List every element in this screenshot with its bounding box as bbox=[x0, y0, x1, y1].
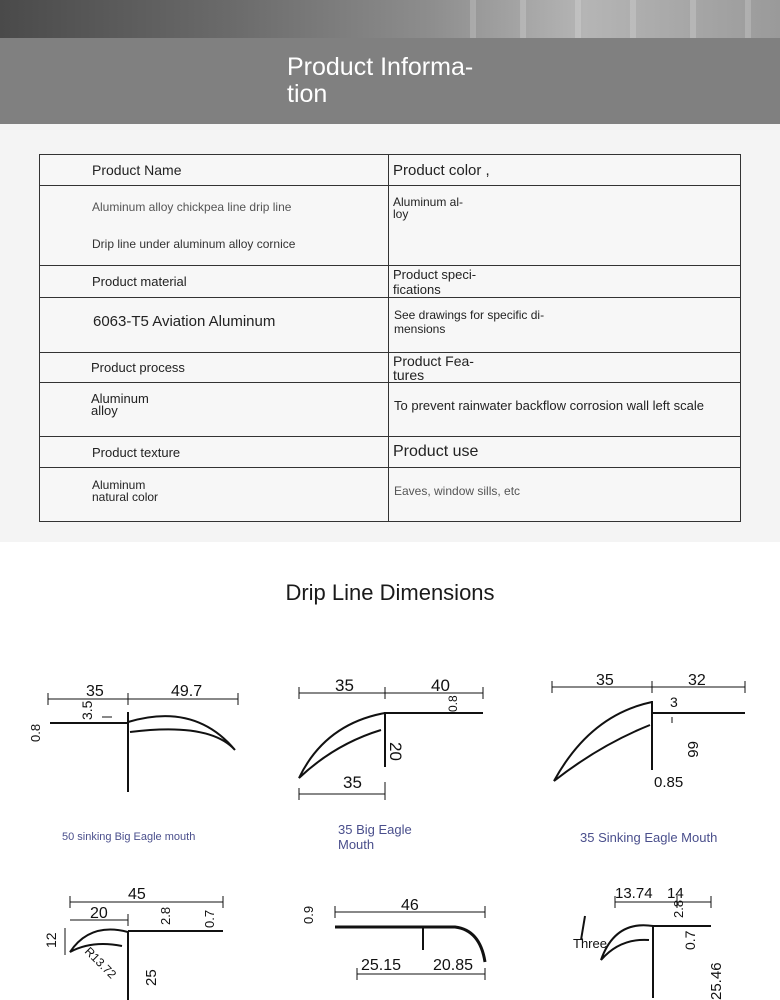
dim-label: 20.85 bbox=[433, 957, 474, 974]
diagram-35-big-eagle-mouth bbox=[285, 672, 495, 802]
page-title: Product Informa- tion bbox=[287, 53, 474, 108]
dim-label: 25.46 bbox=[708, 962, 725, 1000]
product-info-section bbox=[0, 124, 780, 542]
diagram-50-sinking-big-eagle-mouth bbox=[20, 672, 250, 797]
label-product-features: Product Fea- tures bbox=[393, 353, 474, 383]
value-product-process: Aluminum alloy bbox=[91, 391, 149, 418]
dim-label: 0.8 bbox=[28, 723, 43, 742]
dim-label: 20 bbox=[386, 742, 405, 761]
dim-label: Three bbox=[573, 936, 607, 951]
table-row bbox=[40, 186, 741, 266]
drip-profile-shape bbox=[128, 716, 235, 750]
label-product-color: Product color , bbox=[393, 162, 490, 179]
diagram-35-sinking-eagle-mouth bbox=[540, 665, 770, 795]
value-product-name-2: Drip line under aluminum alloy cornice bbox=[92, 237, 296, 251]
drip-profile-shape bbox=[70, 930, 128, 953]
value-product-specifications: See drawings for specific di- mensions bbox=[394, 308, 545, 336]
value-product-use: Eaves, window sills, etc bbox=[394, 484, 521, 498]
dim-label: 25.15 bbox=[361, 957, 402, 974]
title-banner bbox=[0, 38, 780, 124]
table-row bbox=[40, 353, 741, 383]
label-product-texture: Product texture bbox=[92, 445, 181, 460]
drip-profile-shape bbox=[554, 702, 652, 781]
diagram-flat-drip-46 bbox=[295, 890, 495, 980]
value-product-texture: Aluminum natural color bbox=[92, 478, 159, 504]
table-row bbox=[40, 266, 741, 298]
dim-label: 0.7 bbox=[202, 909, 217, 928]
caption-diagram-2: 35 Big Eagle Mouth bbox=[338, 822, 412, 852]
label-product-process: Product process bbox=[91, 360, 185, 375]
dim-label: 3 bbox=[670, 694, 678, 710]
label-product-name: Product Name bbox=[92, 162, 182, 178]
label-product-specifications: Product speci- fications bbox=[393, 267, 477, 297]
dim-label: 3.5 bbox=[79, 700, 95, 720]
dim-label: 14 bbox=[667, 885, 684, 902]
caption-diagram-3: 35 Sinking Eagle Mouth bbox=[580, 830, 718, 845]
dim-label: 35 bbox=[343, 773, 362, 792]
dim-label: 0.8 bbox=[446, 695, 460, 712]
dimensions-title: Drip Line Dimensions bbox=[285, 580, 495, 605]
dim-label: R13.72 bbox=[81, 944, 120, 982]
diagram-sinking-drip-13-74 bbox=[565, 880, 735, 1000]
dim-label: 45 bbox=[128, 886, 146, 903]
dim-label: 35 bbox=[596, 672, 614, 689]
dim-label: 12 bbox=[43, 932, 59, 948]
dim-label: 2.8 bbox=[671, 899, 686, 918]
dim-label: 46 bbox=[401, 897, 419, 914]
caption-diagram-1: 50 sinking Big Eagle mouth bbox=[62, 831, 196, 843]
table-row bbox=[40, 437, 741, 468]
dim-label: 49.7 bbox=[171, 683, 203, 700]
dim-label: 20 bbox=[90, 905, 108, 922]
dim-label: 0.9 bbox=[301, 905, 316, 924]
table-row bbox=[40, 383, 741, 437]
label-product-use: Product use bbox=[393, 443, 479, 460]
dim-label: 2.8 bbox=[158, 906, 173, 925]
table-row bbox=[40, 155, 741, 186]
table-row bbox=[40, 298, 741, 353]
diagram-round-drip-45 bbox=[40, 880, 230, 1000]
value-product-features: To prevent rainwater backflow corrosion wall left scale bbox=[394, 398, 704, 413]
dim-label: 66 bbox=[684, 741, 701, 758]
drip-profile-shape bbox=[601, 925, 653, 960]
dim-label: 25 bbox=[143, 969, 160, 986]
value-product-material: 6063-T5 Aviation Aluminum bbox=[93, 313, 276, 330]
table-row bbox=[40, 468, 741, 522]
dim-label: 0.85 bbox=[654, 774, 684, 791]
dim-label: 35 bbox=[86, 683, 104, 700]
dim-label: 32 bbox=[688, 672, 706, 689]
dim-label: 0.7 bbox=[682, 930, 698, 950]
value-product-color: Aluminum al- loy bbox=[393, 195, 464, 221]
hero-photo-strip bbox=[0, 0, 780, 38]
dim-label: 13.74 bbox=[615, 885, 653, 902]
label-product-material: Product material bbox=[92, 274, 187, 289]
dim-label: 35 bbox=[335, 676, 354, 695]
drip-profile-shape bbox=[299, 713, 385, 778]
value-product-name-1: Aluminum alloy chickpea line drip line bbox=[92, 200, 292, 214]
dim-label: 40 bbox=[431, 676, 450, 695]
product-info-table bbox=[39, 154, 741, 522]
